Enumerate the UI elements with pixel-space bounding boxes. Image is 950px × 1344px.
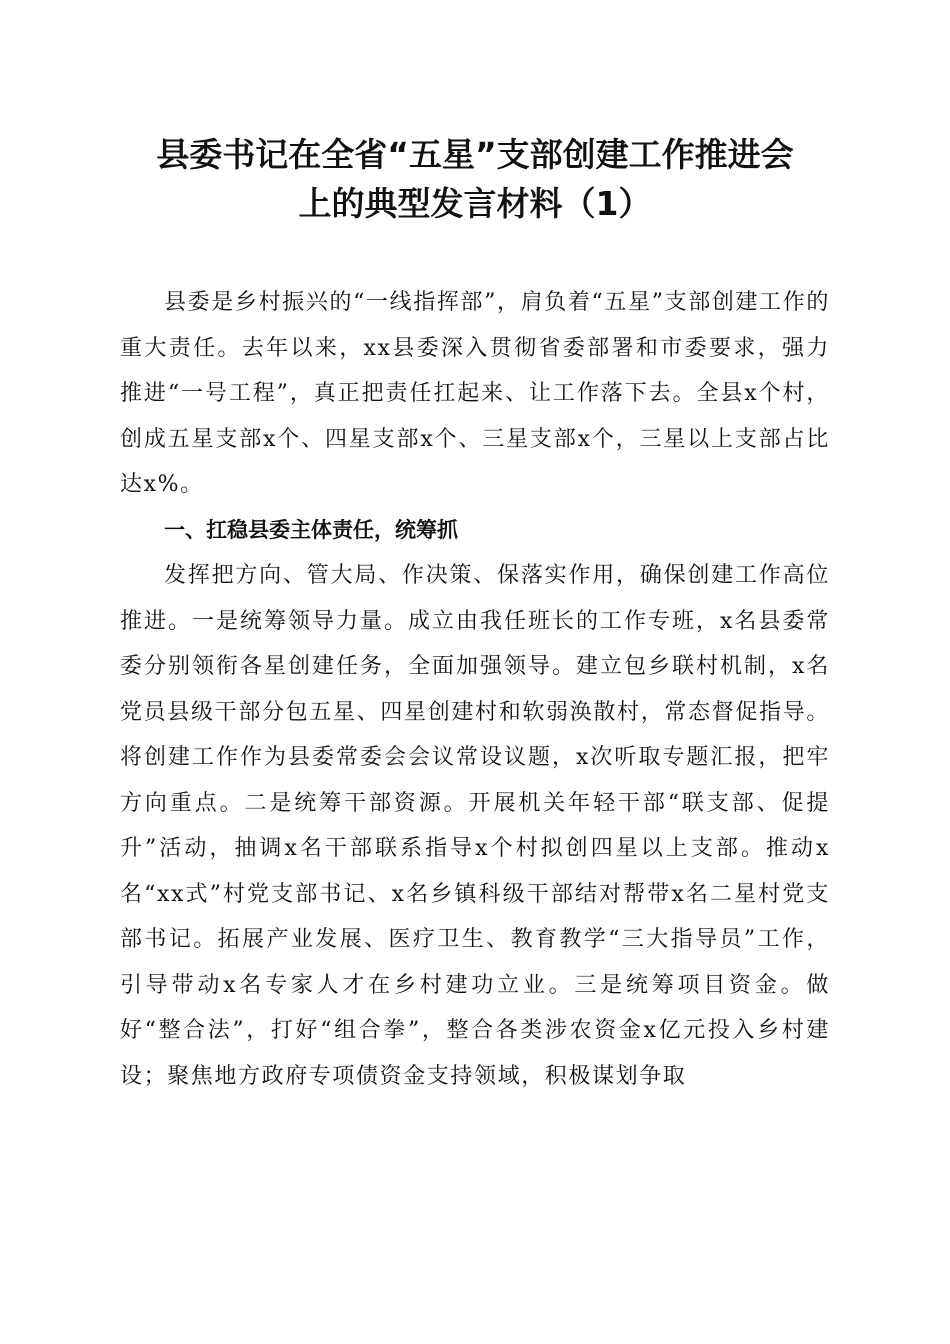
title-line-1: 县委书记在全省“五星”支部创建工作推进会 bbox=[156, 135, 794, 174]
document-body bbox=[120, 280, 830, 1099]
document-page bbox=[120, 130, 830, 1099]
intro-paragraph: 县委是乡村振兴的“一线指挥部”，肩负着“五星”支部创建工作的重大责任。去年以来，xx县委深入贯彻省委部署和市委要求，强力推进“一号工程”，真正把责任扛起来、让工作落下去。全县x个村，创成五星支部x个、四星支部x个、三星支部x个，三星以上支部占比达x%。 bbox=[120, 290, 830, 497]
section-paragraph: 发挥把方向、管大局、作决策、保落实作用，确保创建工作高位推进。一是统筹领导力量。成立由我任班长的工作专班，x名县委常委分别领衔各星创建任务，全面加强领导。建立包乡联村机制，x名党员县级干部分包五星、四星创建村和软弱涣散村，常态督促指导。将创建工作作为县委常委会会议常设议题，x次听取专题汇报，把牢方向重点。二是统筹干部资源。开展机关年轻干部“联支部、促提升”活动，抽调x名干部联系指导x个村拟创四星以上支部。推动x名“xx式”村党支部书记、x名乡镇科级干部结对帮带x名二星村党支部书记。拓展产业发展、医疗卫生、教育教学“三大指导员”工作，引导带动x名专家人才在乡村建功立业。三是统筹项目资金。做好“整合法”，打好“组合拳”，整合各类涉农资金x亿元投入乡村建设；聚焦地方政府专项债资金支持领域，积极谋划争取 bbox=[120, 563, 830, 1089]
document-title bbox=[120, 130, 830, 228]
section-heading: 一、扛稳县委主体责任，统筹抓 bbox=[164, 517, 458, 542]
title-line-2: 上的典型发言材料（1） bbox=[298, 184, 652, 223]
